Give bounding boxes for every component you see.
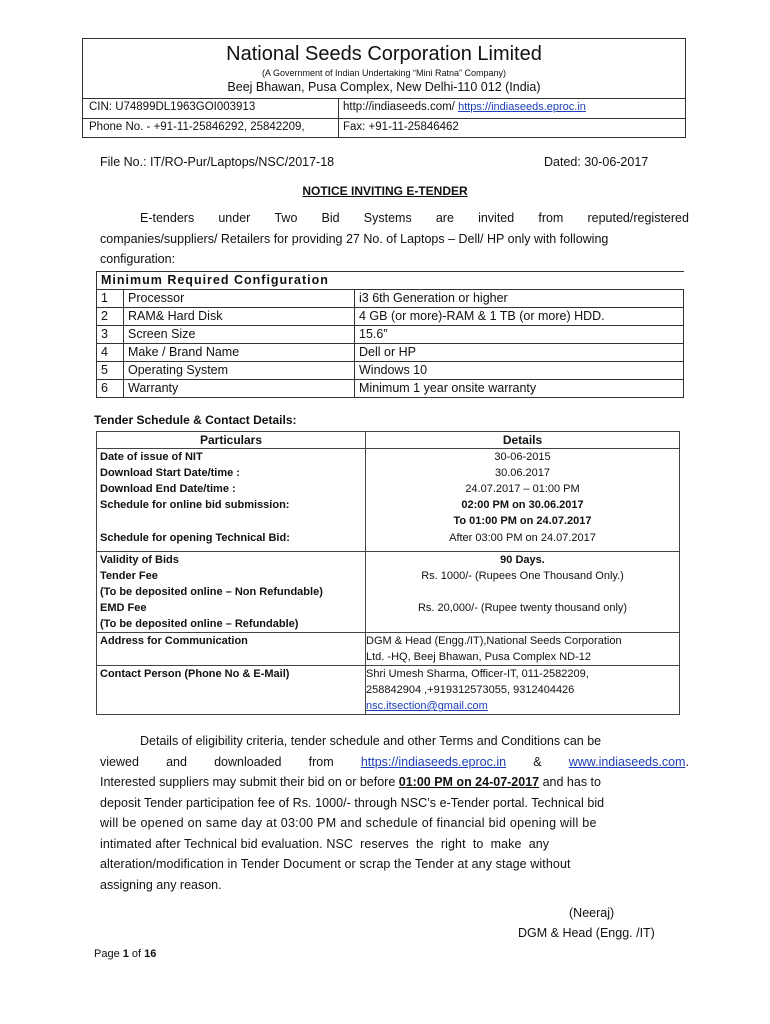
address-value	[366, 633, 680, 666]
intro-line-3: configuration:	[100, 252, 176, 266]
config-spec: Windows 10	[355, 362, 684, 380]
intro-word: from	[538, 211, 564, 225]
tender-fee-note: (To be deposited online – Non Refundable)	[100, 586, 323, 598]
bid-submission-value-end: To 01:00 PM on 24.07.2017	[453, 515, 592, 527]
details-word: downloaded	[214, 755, 282, 769]
tender-fee-label: Tender Fee	[100, 570, 158, 582]
letterhead-box	[82, 38, 686, 138]
contact-line-2: 258842904 ,+919312573055, 9312404426	[366, 684, 575, 696]
notice-title: NOTICE INVITING E-TENDER	[302, 184, 468, 198]
table-row	[97, 666, 680, 715]
issue-label: Date of issue of NIT	[100, 451, 203, 463]
intro-word: E-tenders	[140, 211, 195, 225]
details-header: Details	[366, 432, 680, 449]
tender-fee-value: Rs. 1000/- (Rupees One Thousand Only.)	[421, 570, 624, 582]
letterhead-row-cin	[83, 98, 685, 117]
emd-fee-value: Rs. 20,000/- (Rupee twenty thousand only)	[417, 602, 628, 614]
organization-address: Beej Bhawan, Pusa Complex, New Delhi-110 012 (India)	[227, 80, 541, 94]
emd-fee-note: (To be deposited online – Refundable)	[100, 618, 299, 630]
details-line-5: will be opened on same day at 03:00 PM and schedule of financial bid opening will be	[100, 816, 597, 830]
table-row	[97, 326, 684, 344]
details-line-3	[100, 775, 689, 789]
schedule-label	[97, 449, 366, 552]
address-label: Address for Communication	[97, 633, 366, 666]
address-line-2: Ltd. -HQ, Beej Bhawan, Pusa Complex ND-12	[366, 651, 591, 663]
config-item: Screen Size	[124, 326, 355, 344]
config-item: Operating System	[124, 362, 355, 380]
table-row	[97, 308, 684, 326]
technical-bid-value: After 03:00 PM on 24.07.2017	[449, 532, 596, 544]
row-number: 4	[97, 344, 124, 362]
config-item: Warranty	[124, 380, 355, 398]
address-line-1: DGM & Head (Engg./IT),National Seeds Corporation	[366, 635, 622, 647]
table-header-row	[97, 432, 680, 449]
organization-name: National Seeds Corporation Limited	[226, 43, 542, 65]
config-item: Make / Brand Name	[124, 344, 355, 362]
emd-fee-label: EMD Fee	[100, 602, 147, 614]
details-word: viewed	[100, 755, 139, 769]
letterhead-divider	[338, 98, 339, 137]
details-word: and	[166, 755, 187, 769]
schedule-table	[96, 431, 680, 715]
eproc-portal-link[interactable]: https://indiaseeds.eproc.in	[360, 755, 507, 769]
table-row	[97, 449, 680, 552]
intro-line-1	[140, 211, 689, 225]
intro-word: Two	[274, 211, 298, 225]
page-indicator	[94, 948, 156, 960]
details-line-2	[100, 755, 689, 769]
download-start-label: Download Start Date/time :	[100, 467, 240, 479]
details-line-6: intimated after Technical bid evaluation. NSC reserves the right to make any	[100, 837, 550, 851]
row-number: 1	[97, 290, 124, 308]
config-item: Processor	[124, 290, 355, 308]
eproc-link[interactable]: https://indiaseeds.eproc.in	[458, 101, 586, 113]
schedule-title: Tender Schedule & Contact Details:	[94, 413, 297, 427]
configuration-heading: Minimum Required Configuration	[97, 272, 684, 290]
details-line-8: assigning any reason.	[100, 878, 222, 892]
organization-subtitle: (A Government of Indian Undertaking “Mini Ratna” Company)	[261, 68, 507, 78]
table-row	[97, 552, 680, 633]
intro-word: are	[435, 211, 454, 225]
contact-value	[366, 666, 680, 715]
bid-submission-value: 02:00 PM on 30.06.2017	[461, 499, 584, 511]
signatory-designation: DGM & Head (Engg. /IT)	[518, 926, 655, 940]
cin-number: CIN: U74899DL1963GOI003913	[89, 101, 256, 113]
intro-word: under	[218, 211, 251, 225]
technical-bid-label: Schedule for opening Technical Bid:	[100, 532, 290, 544]
configuration-table	[96, 271, 684, 398]
schedule-value	[366, 552, 680, 633]
issue-value: 30-06-2015	[494, 451, 551, 463]
row-number: 5	[97, 362, 124, 380]
intro-line-2: companies/suppliers/ Retailers for providing 27 No. of Laptops – Dell/ HP only with following	[100, 232, 609, 246]
download-start-value: 30.06.2017	[494, 467, 551, 479]
config-spec: 15.6”	[355, 326, 684, 344]
config-item: RAM& Hard Disk	[124, 308, 355, 326]
notice-date: Dated: 30-06-2017	[544, 155, 649, 169]
intro-word: Bid	[321, 211, 340, 225]
table-row	[97, 290, 684, 308]
validity-value: 90 Days.	[500, 554, 545, 566]
page-total: 16	[144, 948, 157, 960]
config-spec: Minimum 1 year onsite warranty	[355, 380, 684, 398]
table-row	[97, 380, 684, 398]
details-word: &	[533, 755, 542, 769]
letterhead-row-phone	[83, 118, 685, 137]
details-line-1: Details of eligibility criteria, tender schedule and other Terms and Conditions can be	[140, 734, 602, 748]
config-spec: 4 GB (or more)-RAM & 1 TB (or more) HDD.	[355, 308, 684, 326]
row-number: 3	[97, 326, 124, 344]
intro-word: invited	[478, 211, 515, 225]
signatory-name: (Neeraj)	[569, 906, 615, 920]
table-row	[97, 362, 684, 380]
particulars-header: Particulars	[97, 432, 366, 449]
details-text: and has to	[539, 775, 601, 789]
details-line-4: deposit Tender participation fee of Rs. 1000/- through NSC’s e-Tender portal. Technical bid	[100, 796, 605, 810]
details-word: from	[308, 755, 334, 769]
page-current: 1	[122, 948, 129, 960]
config-spec: Dell or HP	[355, 344, 684, 362]
fax-number: Fax: +91-11-25846462	[343, 121, 459, 133]
website-line	[343, 101, 586, 113]
file-number: File No.: IT/RO-Pur/Laptops/NSC/2017-18	[100, 155, 335, 169]
nsc-website-link[interactable]: www.indiaseeds.com	[568, 755, 686, 769]
details-line-7: alteration/modification in Tender Document or scrap the Tender at any stage without	[100, 857, 571, 871]
page-of: of	[128, 948, 145, 960]
row-number: 2	[97, 308, 124, 326]
validity-label: Validity of Bids	[100, 554, 179, 566]
row-number: 6	[97, 380, 124, 398]
download-end-value: 24.07.2017 – 01:00 PM	[465, 483, 580, 495]
table-row	[97, 633, 680, 666]
contact-line-1: Shri Umesh Sharma, Officer-IT, 011-2582209,	[366, 668, 589, 680]
bid-submission-label: Schedule for online bid submission:	[100, 499, 290, 511]
contact-label: Contact Person (Phone No & E-Mail)	[97, 666, 366, 715]
schedule-value	[366, 449, 680, 552]
table-row	[97, 344, 684, 362]
contact-email-link[interactable]: nsc.itsection@gmail.com	[366, 700, 488, 712]
phone-number: Phone No. - +91-11-25846292, 25842209,	[89, 121, 305, 133]
intro-word: Systems	[363, 211, 412, 225]
download-end-label: Download End Date/time :	[100, 483, 236, 495]
details-period: .	[685, 755, 689, 769]
bid-deadline: 01:00 PM on 24-07-2017	[398, 775, 540, 789]
schedule-label	[97, 552, 366, 633]
page-prefix: Page	[94, 948, 123, 960]
details-text: Interested suppliers may submit their bid on or before	[100, 775, 399, 789]
intro-word: reputed/registered	[587, 211, 689, 225]
website-plain: http://indiaseeds.com/	[343, 101, 455, 113]
config-spec: i3 6th Generation or higher	[355, 290, 684, 308]
